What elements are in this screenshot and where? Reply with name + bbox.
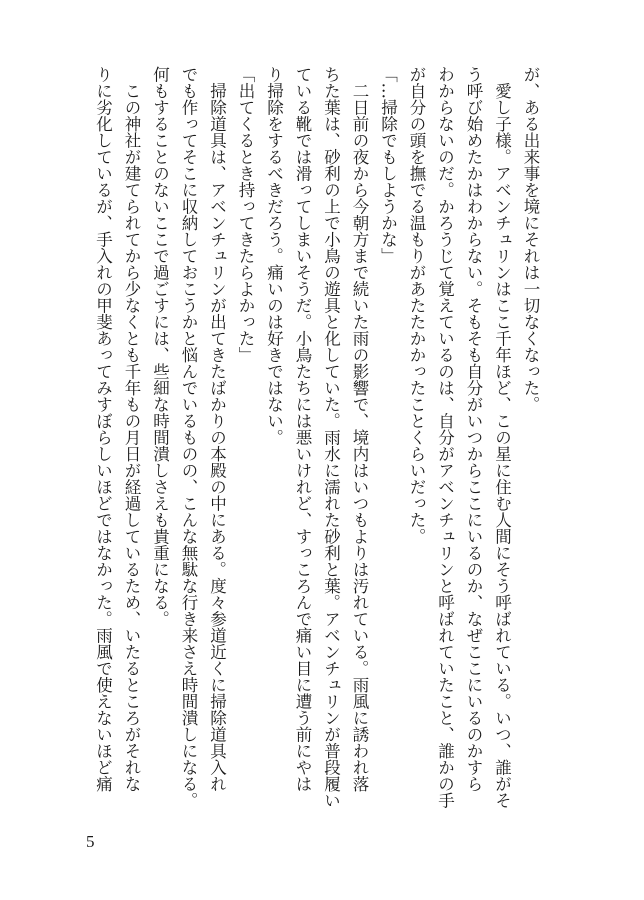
text-line: 何もすることのないここで過ごすには、些細な時間潰しさえも貴重になる。 — [150, 66, 170, 627]
text-line: 二日前の夜から今朝方まで続いた雨の影響で、境内はいつもよりは汚れている。雨風に誘われ落 — [350, 66, 369, 792]
text-line: が、ある出来事を境にそれは一切なくなった。 — [521, 66, 540, 413]
text-line: 掃除道具は、アベンチュリンが出てきたばかりの本殿の中にある。度々参道近くに掃除道具入れ — [207, 66, 227, 792]
text-line: ちた葉は、砂利の上で小鳥の遊具と化していた。雨水に濡れた砂利と葉。アベンチュリンが普段履い — [321, 66, 341, 809]
text-line: 「…掃除でもしようかな」 — [378, 66, 398, 264]
text-line: が自分の頭を撫でる温もりがあたたかかったことくらいだった。 — [407, 66, 426, 545]
text-line: この神社が建てられてから少なくとも千年もの月日が経過しているため、いたるところがそれな — [122, 66, 141, 792]
text-line: わからないのだ。かろうじて覚えているのは、自分がアベンチュリンと呼ばれていたこと、誰かの手 — [435, 66, 455, 809]
text-line: でも作ってそこに収納しておこうかと悩んでいるものの、こんな無駄な行き来さえ時間潰しになる。 — [179, 66, 198, 809]
text-line: 「出てくるとき持ってきたらよかった」 — [236, 66, 255, 363]
text-line: り掃除をするべきだろう。痛いのは好きではない。 — [264, 66, 284, 446]
text-line: う呼び始めたかはわからない。そもそも自分がいつからここにいるのか、なぜここにいるのかすら — [464, 66, 483, 792]
text-line: ている靴では滑ってしまいそうだ。小鳥たちには悪いけれど、すっころんで痛い目に遭う前にやは — [293, 66, 312, 792]
text-line: 愛し子様。アベンチュリンはここ千年ほど、この星に住む人間にそう呼ばれている。いつ、誰がそ — [492, 66, 512, 809]
text-line: りに劣化しているが、手入れの甲斐あってみすぼらしいほどではなかった。雨風で使えないほど痛 — [93, 66, 113, 792]
page-number: 5 — [86, 832, 95, 851]
vertical-body-text — [64, 66, 544, 836]
